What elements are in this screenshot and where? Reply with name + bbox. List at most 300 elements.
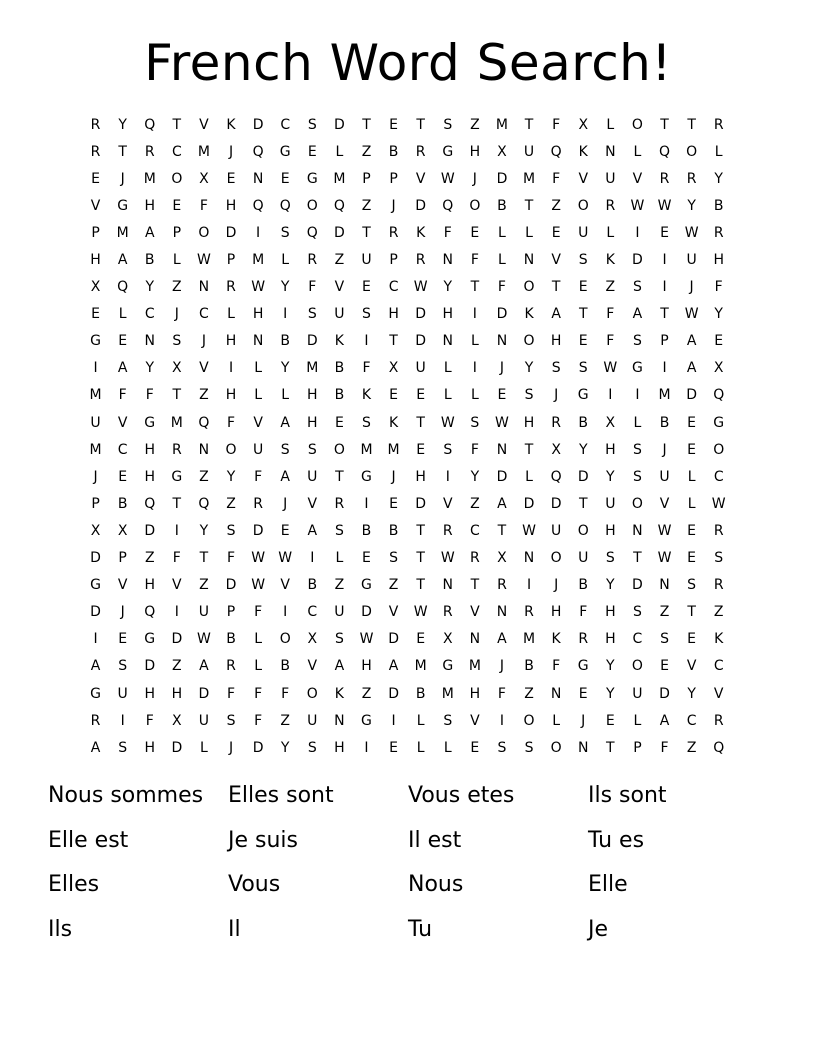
grid-letter: D xyxy=(523,495,535,512)
grid-letter: B xyxy=(117,495,128,512)
grid-letter: M xyxy=(143,170,156,187)
grid-letter: N xyxy=(605,143,616,160)
grid-letter: O xyxy=(306,685,318,702)
grid-letter: M xyxy=(197,143,210,160)
grid-letter: E xyxy=(362,550,371,567)
grid-letter: B xyxy=(334,387,345,404)
grid-letter: L xyxy=(118,306,127,323)
grid-letter: W xyxy=(197,252,211,269)
grid-letter: V xyxy=(199,360,209,377)
grid-letter: W xyxy=(657,522,672,539)
grid-letter: S xyxy=(632,441,642,458)
grid-letter: L xyxy=(254,658,263,675)
grid-letter: S xyxy=(687,577,697,594)
grid-letter: W xyxy=(684,224,699,241)
grid-letter: N xyxy=(577,739,589,756)
grid-letter: Z xyxy=(470,116,480,133)
grid-letter: L xyxy=(335,550,344,567)
grid-letter: L xyxy=(687,468,696,485)
grid-letter: U xyxy=(578,224,589,241)
grid-letter: J xyxy=(689,279,694,296)
grid-letter: E xyxy=(91,170,100,187)
grid-letter: K xyxy=(334,685,344,702)
grid-letter: R xyxy=(415,143,426,160)
grid-letter: V xyxy=(686,658,697,675)
grid-letter: R xyxy=(713,224,724,241)
word-list-item: Il xyxy=(228,916,241,942)
grid-letter: W xyxy=(657,550,672,567)
grid-letter: Y xyxy=(280,279,290,296)
grid-letter: G xyxy=(279,143,291,160)
grid-letter: G xyxy=(90,685,101,702)
grid-letter: P xyxy=(118,550,127,567)
grid-letter: M xyxy=(333,170,346,187)
grid-letter: S xyxy=(551,360,561,377)
grid-letter: X xyxy=(90,522,101,539)
grid-letter: O xyxy=(577,522,589,539)
grid-letter: A xyxy=(144,224,155,241)
grid-letter: E xyxy=(172,197,182,214)
grid-letter: F xyxy=(497,685,506,702)
grid-letter: S xyxy=(307,441,317,458)
grid-letter: M xyxy=(252,252,265,269)
grid-letter: Q xyxy=(713,739,725,756)
grid-letter: M xyxy=(468,658,481,675)
grid-letter: B xyxy=(226,631,236,648)
grid-letter: Q xyxy=(144,604,156,621)
grid-letter: H xyxy=(307,387,318,404)
grid-letter: I xyxy=(364,739,369,756)
grid-letter: S xyxy=(334,631,344,648)
grid-letter: W xyxy=(684,306,699,323)
grid-letter: F xyxy=(362,360,371,377)
grid-letter: E xyxy=(687,550,697,567)
grid-letter: P xyxy=(633,739,642,756)
word-list-item: Elles sont xyxy=(228,783,334,808)
grid-letter: S xyxy=(443,712,453,729)
grid-letter: W xyxy=(603,360,618,377)
grid-letter: Q xyxy=(306,224,318,241)
grid-letter: Q xyxy=(659,143,671,160)
grid-letter: B xyxy=(307,577,318,594)
grid-letter: F xyxy=(308,279,317,296)
grid-letter: C xyxy=(469,522,480,539)
grid-letter: D xyxy=(198,685,210,702)
grid-letter: E xyxy=(389,739,398,756)
grid-letter: N xyxy=(496,333,508,350)
grid-letter: F xyxy=(606,333,615,350)
grid-letter: T xyxy=(524,116,534,133)
grid-letter: Z xyxy=(686,739,697,756)
grid-letter: E xyxy=(687,441,697,458)
grid-letter: F xyxy=(199,197,208,214)
grid-letter: G xyxy=(577,658,589,675)
grid-letter: Z xyxy=(361,197,372,214)
grid-letter: I xyxy=(283,604,288,621)
grid-letter: R xyxy=(442,522,453,539)
grid-letter: I xyxy=(120,712,125,729)
grid-letter: V xyxy=(199,116,209,133)
grid-letter: E xyxy=(605,712,615,729)
grid-letter: S xyxy=(362,306,371,323)
grid-letter: B xyxy=(497,197,507,214)
grid-letter: S xyxy=(714,550,724,567)
grid-letter: Y xyxy=(443,279,453,296)
grid-letter: F xyxy=(443,224,452,241)
grid-letter: X xyxy=(90,279,101,296)
grid-letter: Q xyxy=(198,414,210,431)
grid-letter: Y xyxy=(606,658,615,675)
grid-letter: K xyxy=(605,252,615,269)
grid-letter: L xyxy=(254,360,263,377)
grid-letter: G xyxy=(361,468,372,485)
grid-letter: E xyxy=(118,631,128,648)
grid-letter: Z xyxy=(659,604,670,621)
grid-letter: B xyxy=(713,197,724,214)
grid-letter: B xyxy=(578,577,589,594)
grid-letter: X xyxy=(199,170,209,187)
grid-letter: Y xyxy=(578,441,588,458)
grid-letter: J xyxy=(228,739,234,756)
grid-letter: F xyxy=(254,468,263,485)
grid-letter: A xyxy=(334,658,345,675)
grid-letter: U xyxy=(523,143,535,160)
grid-letter: H xyxy=(144,468,155,485)
grid-letter: L xyxy=(335,143,344,160)
grid-letter: R xyxy=(713,577,724,594)
grid-letter: A xyxy=(497,495,507,512)
grid-letter: M xyxy=(414,658,427,675)
grid-letter: H xyxy=(144,685,155,702)
grid-letter: E xyxy=(660,658,669,675)
grid-letter: L xyxy=(200,739,208,756)
grid-letter: G xyxy=(631,360,643,377)
grid-letter: V xyxy=(117,577,128,594)
grid-letter: X xyxy=(307,631,318,648)
grid-letter: I xyxy=(93,360,98,377)
grid-letter: L xyxy=(172,252,181,269)
grid-letter: I xyxy=(608,387,613,404)
grid-letter: V xyxy=(280,577,290,594)
grid-letter: U xyxy=(361,252,372,269)
grid-letter: V xyxy=(659,495,670,512)
grid-letter: E xyxy=(389,495,398,512)
grid-letter: D xyxy=(144,658,156,675)
grid-letter: T xyxy=(416,116,425,133)
grid-letter: F xyxy=(606,306,615,323)
grid-letter: S xyxy=(470,414,480,431)
grid-letter: F xyxy=(145,387,154,404)
grid-letter: R xyxy=(226,279,236,296)
grid-letter: A xyxy=(280,414,290,431)
grid-letter: D xyxy=(415,495,427,512)
grid-letter: A xyxy=(199,658,209,675)
grid-letter: D xyxy=(252,522,264,539)
grid-letter: H xyxy=(225,197,237,214)
grid-letter: I xyxy=(364,333,369,350)
grid-letter: S xyxy=(605,550,615,567)
word-list-item: Vous etes xyxy=(408,783,515,808)
grid-letter: H xyxy=(605,604,616,621)
grid-letter: I xyxy=(662,279,667,296)
grid-letter: O xyxy=(523,712,535,729)
grid-letter: Q xyxy=(279,197,291,214)
grid-letter: R xyxy=(90,712,101,729)
grid-letter: L xyxy=(606,224,615,241)
grid-letter: I xyxy=(635,387,640,404)
grid-letter: H xyxy=(225,333,237,350)
grid-letter: L xyxy=(443,387,452,404)
grid-letter: W xyxy=(522,522,536,539)
grid-letter: T xyxy=(172,387,182,404)
grid-letter: Q xyxy=(144,495,156,512)
grid-letter: J xyxy=(554,387,559,404)
grid-letter: W xyxy=(278,550,293,567)
grid-letter: O xyxy=(306,197,318,214)
grid-letter: D xyxy=(144,522,156,539)
grid-letter: T xyxy=(470,279,480,296)
grid-letter: N xyxy=(632,522,643,539)
grid-letter: E xyxy=(416,387,426,404)
grid-letter: D xyxy=(225,224,237,241)
grid-letter: N xyxy=(198,441,210,458)
grid-letter: D xyxy=(252,739,264,756)
grid-letter: Z xyxy=(172,279,182,296)
grid-letter: R xyxy=(90,116,101,133)
grid-letter: V xyxy=(442,495,453,512)
grid-letter: M xyxy=(116,224,129,241)
grid-letter: C xyxy=(388,279,399,296)
grid-letter: E xyxy=(389,387,398,404)
grid-letter: I xyxy=(445,468,450,485)
grid-letter: K xyxy=(416,224,426,241)
grid-letter: A xyxy=(280,468,290,485)
grid-letter: T xyxy=(416,522,425,539)
grid-letter: D xyxy=(415,333,427,350)
grid-letter: T xyxy=(606,739,615,756)
grid-letter: A xyxy=(117,360,128,377)
grid-letter: S xyxy=(118,739,128,756)
grid-letter: Z xyxy=(334,252,345,269)
grid-letter: X xyxy=(172,360,182,377)
grid-letter: I xyxy=(256,224,261,241)
grid-letter: X xyxy=(551,441,561,458)
grid-letter: Z xyxy=(388,577,399,594)
grid-letter: Y xyxy=(145,360,155,377)
grid-letter: O xyxy=(225,441,237,458)
grid-letter: E xyxy=(687,414,697,431)
grid-letter: X xyxy=(388,360,399,377)
grid-letter: E xyxy=(362,279,371,296)
grid-letter: N xyxy=(144,333,155,350)
grid-letter: E xyxy=(470,224,480,241)
grid-letter: D xyxy=(388,631,399,648)
grid-letter: S xyxy=(334,522,344,539)
grid-letter: S xyxy=(172,333,182,350)
grid-letter: M xyxy=(360,441,373,458)
grid-letter: F xyxy=(281,685,290,702)
grid-letter: Y xyxy=(118,116,127,133)
grid-letter: N xyxy=(442,333,453,350)
grid-letter: T xyxy=(362,224,371,241)
grid-letter: L xyxy=(416,739,425,756)
grid-letter: K xyxy=(578,143,588,160)
grid-letter: N xyxy=(496,604,508,621)
grid-letter: O xyxy=(550,550,562,567)
grid-letter: L xyxy=(633,712,642,729)
grid-letter: G xyxy=(306,170,318,187)
grid-letter: S xyxy=(443,116,453,133)
grid-letter: Z xyxy=(605,279,616,296)
grid-letter: U xyxy=(578,550,589,567)
grid-letter: F xyxy=(470,252,479,269)
grid-letter: R xyxy=(144,143,155,160)
grid-letter: Z xyxy=(361,685,372,702)
grid-letter: V xyxy=(307,495,318,512)
grid-letter: P xyxy=(172,224,182,241)
grid-letter: G xyxy=(144,631,156,648)
grid-letter: L xyxy=(687,495,696,512)
grid-letter: Z xyxy=(524,685,534,702)
grid-letter: P xyxy=(362,170,371,187)
grid-letter: F xyxy=(172,550,181,567)
grid-letter: D xyxy=(686,387,697,404)
grid-letter: K xyxy=(334,333,344,350)
grid-letter: R xyxy=(415,252,426,269)
grid-letter: H xyxy=(252,306,264,323)
grid-letter: W xyxy=(359,631,374,648)
grid-letter: Q xyxy=(117,279,129,296)
grid-letter: A xyxy=(307,522,318,539)
grid-letter: Y xyxy=(524,360,534,377)
grid-letter: X xyxy=(578,116,589,133)
grid-letter: L xyxy=(254,387,263,404)
grid-letter: H xyxy=(550,604,562,621)
word-list-item: Nous sommes xyxy=(48,783,204,808)
grid-letter: K xyxy=(524,306,534,323)
grid-letter: L xyxy=(525,468,533,485)
grid-letter: J xyxy=(93,468,98,485)
grid-letter: Y xyxy=(606,577,615,594)
grid-letter: G xyxy=(442,143,454,160)
word-list-item: Elle est xyxy=(48,827,129,853)
grid-letter: T xyxy=(578,495,588,512)
grid-letter: J xyxy=(228,143,234,160)
grid-letter: D xyxy=(306,333,318,350)
grid-letter: H xyxy=(713,252,724,269)
grid-letter: D xyxy=(496,468,508,485)
grid-letter: A xyxy=(90,658,101,675)
grid-letter: N xyxy=(198,279,210,296)
grid-letter: J xyxy=(662,441,667,458)
grid-letter: H xyxy=(388,306,399,323)
grid-letter: J xyxy=(391,468,396,485)
grid-letter: M xyxy=(523,170,536,187)
grid-letter: T xyxy=(118,143,127,160)
grid-letter: T xyxy=(470,577,480,594)
grid-letter: J xyxy=(391,197,396,214)
grid-letter: D xyxy=(388,685,399,702)
grid-letter: S xyxy=(307,306,317,323)
grid-letter: T xyxy=(416,414,425,431)
grid-letter: S xyxy=(389,550,399,567)
grid-letter: J xyxy=(201,333,206,350)
grid-letter: D xyxy=(171,631,183,648)
grid-letter: F xyxy=(552,170,561,187)
grid-letter: D xyxy=(334,116,345,133)
grid-letter: S xyxy=(578,252,588,269)
word-list-item: Je xyxy=(588,916,609,942)
grid-letter: V xyxy=(307,658,318,675)
grid-letter: V xyxy=(388,604,399,621)
grid-letter: J xyxy=(581,712,586,729)
grid-letter: G xyxy=(361,712,372,729)
grid-letter: J xyxy=(174,306,179,323)
grid-letter: F xyxy=(254,712,263,729)
word-list-item: Ils xyxy=(48,916,73,942)
grid-letter: L xyxy=(443,739,452,756)
grid-letter: N xyxy=(334,712,345,729)
grid-letter: F xyxy=(552,116,561,133)
grid-letter: J xyxy=(554,577,559,594)
grid-letter: L xyxy=(606,116,615,133)
grid-letter: S xyxy=(280,224,290,241)
grid-letter: E xyxy=(578,279,588,296)
grid-letter: L xyxy=(443,360,452,377)
grid-letter: W xyxy=(440,550,455,567)
word-list-item: Il est xyxy=(408,827,462,853)
grid-letter: O xyxy=(631,658,643,675)
grid-letter: Y xyxy=(714,170,723,187)
grid-letter: R xyxy=(713,712,724,729)
grid-letter: B xyxy=(388,522,399,539)
grid-letter: Y xyxy=(199,522,209,539)
grid-letter: I xyxy=(662,360,667,377)
grid-letter: A xyxy=(388,658,399,675)
grid-letter: M xyxy=(495,116,508,133)
grid-letter: Y xyxy=(606,685,615,702)
grid-letter: S xyxy=(524,739,534,756)
grid-letter: H xyxy=(307,414,318,431)
grid-letter: X xyxy=(713,360,724,377)
grid-letter: K xyxy=(551,631,561,648)
grid-letter: M xyxy=(89,387,102,404)
grid-letter: O xyxy=(577,197,589,214)
grid-letter: D xyxy=(659,685,670,702)
grid-letter: B xyxy=(144,252,155,269)
grid-letter: O xyxy=(550,739,562,756)
grid-letter: F xyxy=(714,279,723,296)
grid-letter: M xyxy=(658,387,671,404)
grid-letter: T xyxy=(497,522,507,539)
grid-letter: I xyxy=(391,712,396,729)
grid-letter: R xyxy=(388,224,399,241)
grid-letter: Y xyxy=(226,468,236,485)
grid-letter: L xyxy=(633,143,642,160)
grid-letter: B xyxy=(524,658,534,675)
grid-letter: B xyxy=(280,333,290,350)
grid-letter: I xyxy=(635,224,640,241)
grid-letter: E xyxy=(470,739,480,756)
grid-letter: W xyxy=(413,604,428,621)
grid-letter: R xyxy=(578,631,589,648)
grid-letter: K xyxy=(388,414,399,431)
grid-letter: R xyxy=(442,604,453,621)
grid-letter: U xyxy=(117,685,128,702)
grid-letter: I xyxy=(228,360,234,377)
grid-letter: F xyxy=(470,441,479,458)
grid-letter: V xyxy=(713,685,724,702)
